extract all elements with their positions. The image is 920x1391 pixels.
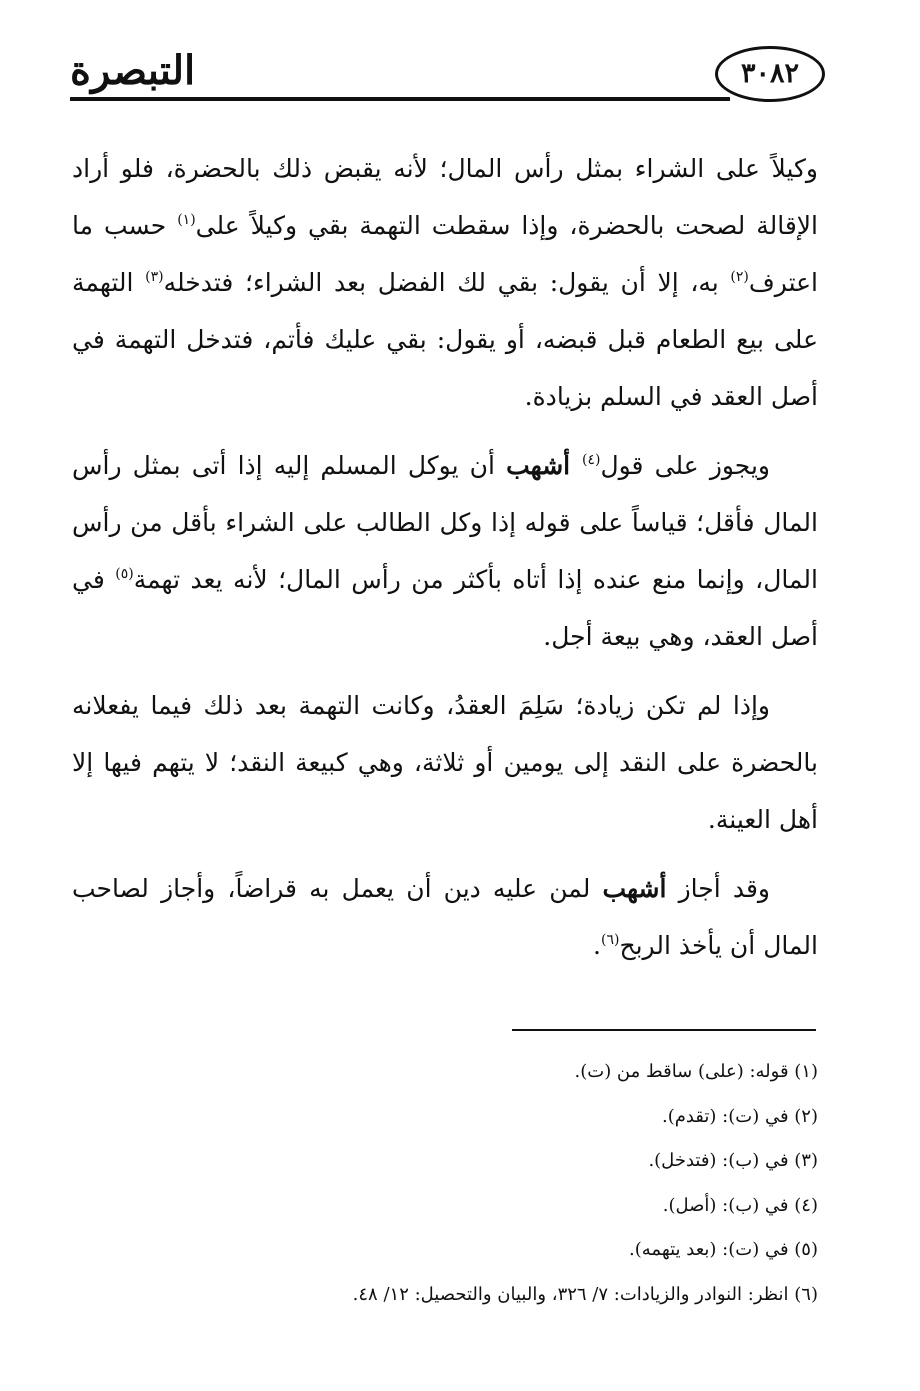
text-segment: ويجوز على قول (600, 451, 770, 480)
footnote-2: (٢) في (ت): (تقدم). (661, 1105, 818, 1127)
footnote-ref: (٦) (600, 932, 620, 948)
paragraph-4 (72, 860, 818, 974)
text-segment: به، إلا أن يقول: بقي لك الفضل بعد الشراء؛ فتدخله (163, 268, 731, 297)
text-segment: . (593, 931, 601, 960)
page-number: ٣٠٨٢ (715, 46, 825, 102)
footnote-ref: (٢) (730, 269, 749, 285)
footnote-4: (٤) في (ب): (أصل). (662, 1194, 818, 1216)
footnote-1: (١) قوله: (على) ساقط من (ت). (574, 1061, 818, 1082)
footnote-ref: (٥) (115, 566, 134, 582)
footnote-separator (512, 1029, 816, 1031)
text-segment: أن يوكل المسلم إليه إذا أتى بمثل رأس المال فأقل؛ قياساً على قوله إذا وكل الطالب على الشراء بأقل من رأس المال، وإنما منع عنده إذا أتاه بأكثر من رأس المال؛ لأنه يعد تهمة (72, 451, 818, 594)
paragraph-2 (72, 437, 818, 665)
book-title: التبصرة (70, 47, 196, 94)
footnote-ref: (٣) (145, 269, 164, 285)
text-segment: وكيلاً على الشراء بمثل رأس المال؛ لأنه يقبض ذلك بالحضرة، فلو أراد الإقالة لصحت بالحضرة، وإذا سقطت التهمة بقي وكيلاً على (72, 154, 818, 240)
paragraph-3: وإذا لم تكن زيادة؛ سَلِمَ العقدُ، وكانت التهمة بعد ذلك فيما يفعلانه بالحضرة على النقد إلى يومين أو ثلاثة، وهي كبيعة النقد؛ لا يتهم فيها إلا أهل العينة. (72, 691, 818, 834)
text-segment: لمن عليه دين أن يعمل به قراضاً، وأجاز لصاحب المال أن يأخذ الربح (72, 874, 818, 960)
person-name: أشهب (506, 451, 582, 480)
main-text (72, 140, 818, 986)
text-segment: حسب ما اعترف (72, 211, 818, 297)
header-rule (70, 97, 730, 101)
footnote-6: (٦) انظر: النوادر والزيادات: ٧/ ٣٢٦، والبيان والتحصيل: ١٢/ ٤٨. (352, 1283, 818, 1305)
paragraph-1 (72, 140, 818, 425)
text-segment: التهمة على بيع الطعام قبل قبضه، أو يقول: بقي عليك فأتم، فتدخل التهمة في أصل العقد في السلم بزيادة. (72, 268, 818, 411)
page-header (70, 40, 830, 110)
person-name: أشهب (602, 874, 667, 903)
text-segment: وقد أجاز (666, 874, 770, 903)
text-segment: في أصل العقد، وهي بيعة أجل. (72, 565, 818, 651)
footnote-ref: (١) (177, 212, 196, 228)
footnotes (72, 1050, 818, 1317)
footnote-3: (٣) في (ب): (فتدخل). (648, 1150, 818, 1171)
footnote-5: (٥) في (ت): (بعد يتهمه). (629, 1239, 818, 1260)
footnote-ref: (٤) (582, 452, 601, 468)
